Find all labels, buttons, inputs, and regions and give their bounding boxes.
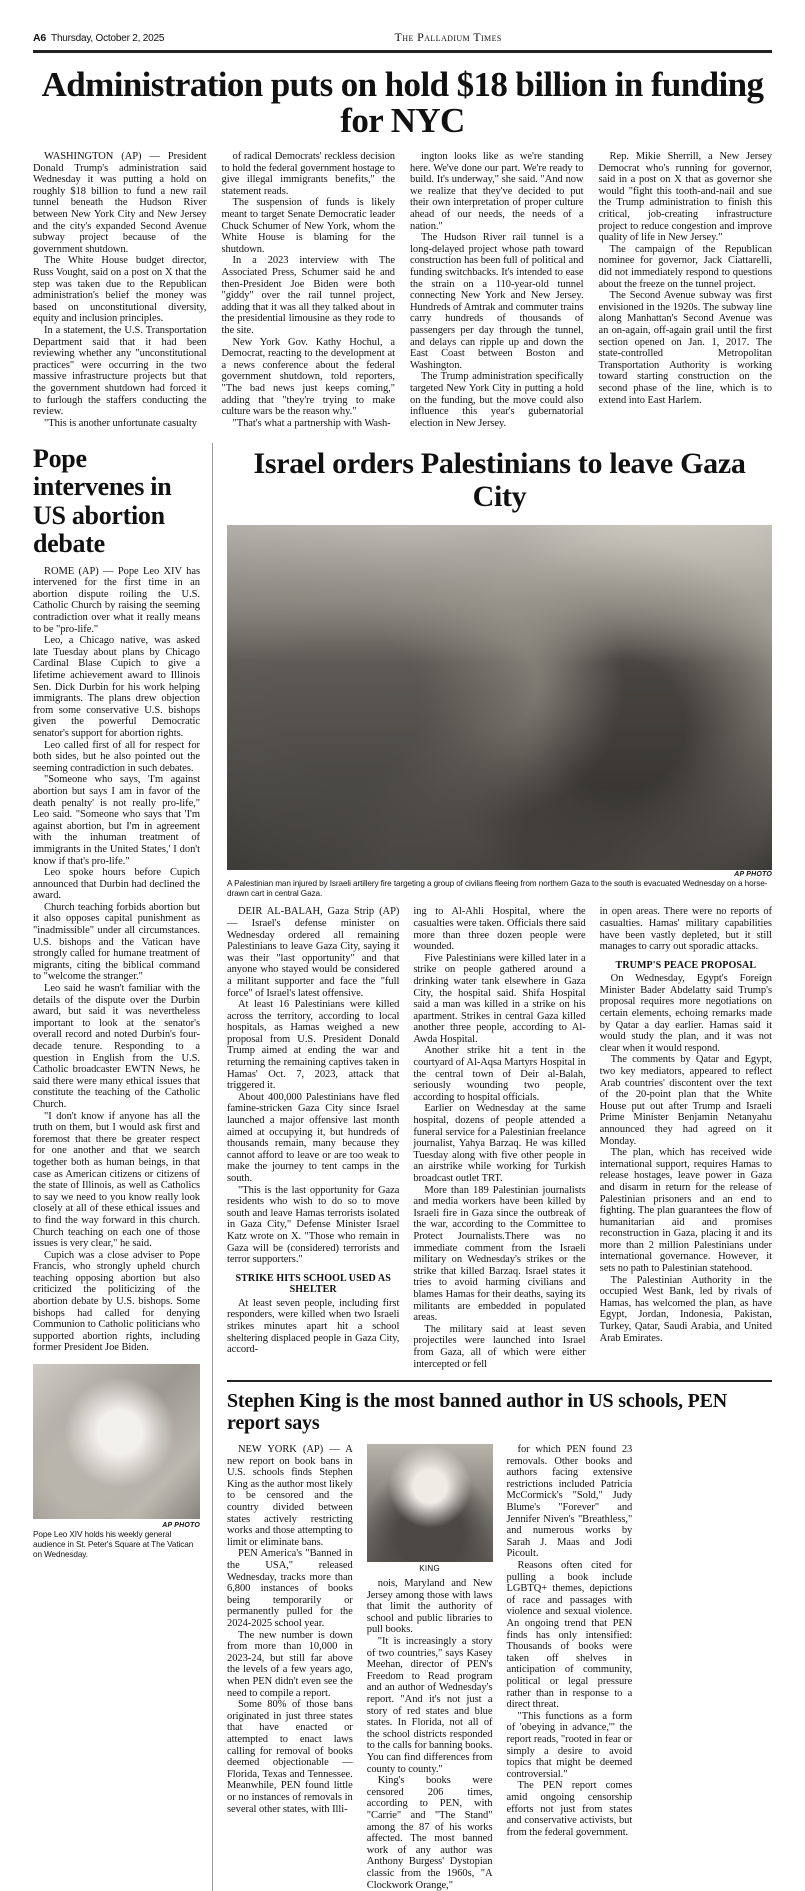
paragraph: The PEN report comes amid ongoing censorship efforts not just from states and conservative activists, but from the federal government.: [506, 1780, 633, 1838]
paragraph: In a statement, the U.S. Transportation Department said that it had been reviewing whether any "unconstitutional practices" were occurring in the two massive infrastructure projects but that the government shutdown had forced it to furlough the staffers conducting the review.: [33, 325, 207, 418]
section-subhead: STRIKE HITS SCHOOL USED AS SHELTER: [235, 1272, 391, 1296]
pope-headline: Pope intervenes in US abortion debate: [33, 444, 172, 558]
paragraph: "This is another unfortunate casualty: [44, 417, 197, 429]
gaza-column-3: [600, 906, 772, 1370]
king-photo-caption: KING: [419, 1564, 440, 1574]
lead-story-columns: [33, 151, 772, 429]
pope-photo: [33, 1364, 200, 1519]
king-column-3: [507, 1444, 633, 1891]
king-column-4: [646, 1444, 772, 1891]
paragraph: ROME (AP) — Pope Leo XIV has intervened for the first time in an abortion dispute roiling the U.S. Catholic Church by raising the seeming contradiction over what it really means to be "pro-life.": [33, 565, 200, 635]
gaza-story: [227, 443, 772, 1891]
paragraph: Church teaching forbids abortion but it also opposes capital punishment as "inadmissible" under all circumstances. U.S. bishops and the Vatican have strongly called for humane treatment of migrants, citing the biblical command to "welcome the stranger.": [33, 901, 200, 983]
paragraph: nois, Maryland and New Jersey among those with laws that limit the authority of school and public libraries to pull books.: [366, 1578, 493, 1636]
gaza-headline: Israel orders Palestinians to leave Gaza City: [253, 447, 746, 514]
folio-number: A6: [33, 32, 47, 44]
pope-story: [33, 443, 213, 1891]
gaza-photo: [227, 525, 772, 870]
lead-headline: Administration puts on hold $18 billion in funding for NYC: [41, 65, 764, 141]
paragraph: Cupich was a close adviser to Pope Francis, who strongly upheld church teaching opposing abortion but also criticized the politicizing of the abortion debate by U.S. bishops. Some bishops had called for denying Communion to Catholic politicians who supported abortion rights, including former President Joe Biden.: [33, 1249, 200, 1354]
masthead-rule: [33, 50, 772, 53]
paragraph: Earlier on Wednesday at the same hospital, dozens of people attended a funeral service for a Palestinian freelance journalist, Yahya Barzaq. He was killed Tuesday along with five other people in an airstrike while working for Turkish broadcast outlet TRT.: [413, 1103, 586, 1184]
paragraph: The Palestinian Authority in the occupied West Bank, led by rivals of Hamas, has welcomed the plan, as have Egypt, Jordan, Indonesia, Pakistan, Turkey, Qatar, Saudi Arabia, and United Arab Emirates.: [599, 1274, 772, 1344]
gaza-columns: [227, 906, 772, 1370]
paragraph: The Trump administration specifically targeted New York City in putting a hold on the funding, but the move could also influence this year's gubernatorial election in New Jersey.: [410, 371, 584, 429]
paragraph: Some 80% of those bans originated in just three states that have enacted or attempted to enact laws calling for removal of books deemed objectionable — Florida, Texas and Tennessee. Meanwhile, PEN found little or no instances of removals in several other states, with Illi-: [227, 1699, 353, 1815]
paragraph: New York Gov. Kathy Hochul, a Democrat, reacting to the development at a news conference about the federal government shutdown, told reporters, "The bad news just keeps coming," adding that "they're trying to make culture wars be the reason why.": [221, 336, 395, 418]
paragraph: "I don't know if anyone has all the truth on them, but I would ask first and foremost that there be greater respect for one another and that we search together both as human beings, in that case as American citizens or citizens of the state of Illinois, as well as Catholics to say we need to you know really look closely at all of these ethical issues and to find the way forward in this church. Church teaching on each one of those issues is very clear," he said.: [33, 1110, 200, 1250]
page-masthead: [33, 30, 772, 48]
paragraph: At least seven people, including first responders, were killed when two Israeli strikes minutes apart hit a school sheltering displaced people in Gaza City, accord-: [227, 1297, 400, 1356]
king-section-rule: [227, 1380, 772, 1382]
lead-column-4: [599, 151, 773, 429]
paragraph: "Someone who says, 'I'm against abortion but says I am in favor of the death penalty' is not really pro-life," Leo said. "Someone who says that 'I'm against abortion, but I'm in agreement with the inhuman treatment of immigrants in the United States,' I don't know if that's pro-life.": [33, 774, 200, 867]
folio-date: Thursday, October 2, 2025: [51, 33, 165, 44]
paragraph: "That's what a partnership with Wash-: [232, 417, 391, 429]
pope-caption-block: [33, 1522, 200, 1560]
paragraph: Leo spoke hours before Cupich announced that Durbin had declined the award.: [33, 867, 200, 902]
paragraph: The new number is down from more than 10,000 in 2023-24, but still far above the levels of a few years ago, when PEN didn't even see the need to compile a report.: [227, 1629, 353, 1699]
paragraph: Another strike hit a tent in the courtyard of Al-Aqsa Martyrs Hospital in the central town of Deir al-Balah, seriously wounding two people, according to hospital officials.: [413, 1045, 586, 1103]
paragraph: In a 2023 interview with The Associated Press, Schumer said he and then-President Joe Biden were both "giddy" over the rail tunnel project, adding that it was all they talked about in the presidential limousine as they rode to the site.: [221, 255, 395, 336]
lead-column-1: [33, 151, 207, 429]
gaza-column-1: [227, 906, 399, 1370]
paragraph: On Wednesday, Egypt's Foreign Minister Bader Abdelatty said Trump's proposal requires more negotiations on certain elements, echoing remarks made by Qatar a day earlier. Hamas said it would study the plan, and it was not clear when it would respond.: [599, 973, 772, 1054]
paragraph: NEW YORK (AP) — A new report on book bans in U.S. schools finds Stephen King as the author most likely to be censored and the country divided between states actively restricting works and those attempting to limit or eliminate bans.: [227, 1444, 353, 1548]
lead-column-3: [410, 151, 584, 429]
paragraph: "This functions as a form of 'obeying in advance,'" the report reads, "rooted in fear or simply a desire to avoid topics that might be deemed controversial.": [506, 1710, 633, 1780]
paragraph: "It is increasingly a story of two countries," says Kasey Meehan, director of PEN's Freedom to Read program and an author of Wednesday's report. "And it's not just a story of red states and blue states. In Florida, not all of the school districts responded to the calls for banning books. You can find differences from county to county.": [366, 1636, 493, 1775]
paragraph: King's books were censored 206 times, according to PEN, with "Carrie" and "The Stand" among the 87 of his works affected. The most banned work of any author was Anthony Burgess' Dystopian classic from the 1960s, "A Clockwork Orange,": [366, 1775, 493, 1891]
paragraph: "This is the last opportunity for Gaza residents who wish to do so to move south and leave Hamas terrorists isolated in Gaza City," Defense Minister Israel Katz wrote on X. "Those who remain in Gaza will be (considered) terrorists and terror supporters.": [227, 1184, 400, 1266]
paragraph: Reasons often cited for pulling a book include LGBTQ+ themes, depictions of race and passages with violence and sexual violence. An ongoing trend that PEN finds has only intensified: Thousands of books were taken off shelves in anticipation of community, political or legal pressure rather than in response to a direct threat.: [506, 1560, 633, 1711]
paragraph: The Second Avenue subway was first envisioned in the 1920s. The subway line along Manhattan's Second Avenue was an on-again, off-again grail until the first section opened on Jan. 1, 2017. The state-controlled Metropolitan Transportation Authority is working toward starting construction on the second phase of the line, which is to extend into East Harlem.: [598, 290, 772, 406]
photo-credit: AP PHOTO: [162, 1522, 200, 1530]
lead-column-2: [222, 151, 396, 429]
paragraph: The campaign of the Republican nominee for governor, Jack Ciattarelli, did not immediately respond to questions about the freeze on the tunnel project.: [598, 243, 772, 290]
paragraph: PEN America's "Banned in the USA," released Wednesday, tracks more than 6,800 instances of books being temporarily or permanently pulled for the 2024-2025 school year.: [227, 1548, 353, 1629]
middle-section: [33, 443, 772, 1891]
photo-caption: Pope Leo XIV holds his weekly general audience in St. Peter's Square at The Vatican on Wednesday.: [33, 1530, 194, 1560]
paragraph: of radical Democrats' reckless decision to hold the federal government hostage to give illegal immigrants benefits," the statement reads.: [221, 151, 395, 197]
section-subhead: TRUMP'S PEACE PROPOSAL: [615, 959, 757, 971]
king-column-1: [227, 1444, 353, 1891]
king-columns: [227, 1444, 772, 1891]
paragraph-continuation: in open areas. There were no reports of casualties. Hamas' military capabilities have been vastly depleted, but it still manages to carry out sporadic attacks.: [599, 906, 772, 953]
photo-credit: AP PHOTO: [734, 871, 772, 879]
paragraph: The White House budget director, Russ Vought, said on a post on X that the step was taken due to the Republican administration's belief the money was based on unconstitutional diversity, equity and inclusion principles.: [33, 255, 207, 325]
paragraph: The military said at least seven projectiles were launched into Israel from Gaza, all of which were either intercepted or fell: [413, 1323, 586, 1370]
paragraph: The Hudson River rail tunnel is a long-delayed project whose path toward construction has been full of political and funding switchbacks. It's intended to ease the strain on a 110-year-old tunnel connecting New York and New Jersey. Hundreds of Amtrak and commuter trains carry hundreds of thousands of passengers per day through the tunnel, and delays can ripple up and down the East Coast between Boston and Washington.: [410, 232, 584, 371]
photo-caption: A Palestinian man injured by Israeli artillery fire targeting a group of civilians fleeing from northern Gaza to the south is evacuated Wednesday on a horse-drawn cart in central Gaza.: [227, 879, 768, 899]
paragraph: Rep. Mikie Sherrill, a New Jersey Democrat who's running for governor, said in a post on X that as governor she would "fight this tooth-and-nail and sue the Trump administration to finish this critical, job-creating infrastructure project to reduce congestion and improve quality of life in New Jersey.": [598, 151, 772, 244]
king-headline: Stephen King is the most banned author in US schools, PEN report says: [227, 1390, 728, 1435]
king-photo: [367, 1444, 493, 1562]
paragraph-continuation: ing to Al-Ahli Hospital, where the casualties were taken. Officials there said more than three dozen people were wounded.: [413, 906, 586, 953]
paragraph: Leo said he wasn't familiar with the details of the dispute over the Durbin award, but said it was nevertheless important to look at the senator's overall record and noted Durbin's four-decade tenure. Responding to a question in English from the U.S. Catholic broadcaster EWTN News, he said there were many ethical issues that constitute the teaching of the Catholic Church.: [33, 983, 200, 1110]
king-column-2: [367, 1444, 493, 1891]
paragraph: Leo, a Chicago native, was asked late Tuesday about plans by Chicago Cardinal Blase Cupich to give a lifetime achievement award to Illinois Sen. Dick Durbin for his work helping immigrants. The plans drew objection from some conservative U.S. bishops given the powerful Democratic senator's support for abortion rights.: [33, 635, 200, 739]
paragraph: The suspension of funds is likely meant to target Senate Democratic leader Chuck Schumer of New York, whom the White House is blaming for the shutdown.: [221, 197, 395, 255]
paragraph: The comments by Qatar and Egypt, two key mediators, appeared to reflect Arab countries' discontent over the text of the 20-point plan that the White House put out after Trump and Israeli Prime Minister Benjamin Netanyahu announced they had agreed on it Monday.: [599, 1054, 772, 1147]
paragraph: DEIR AL-BALAH, Gaza Strip (AP) — Israel's defense minister on Wednesday ordered all remaining Palestinians to leave Gaza City, saying it was their "last opportunity" and that anyone who stayed would be considered a militant supporter and face the "full force" of Israel's latest offensive.: [227, 906, 400, 999]
paragraph: More than 189 Palestinian journalists and media workers have been killed by Israeli fire in Gaza since the outbreak of the war, according to the Committee to Protect Journalists.There was no immediate comment from the Israeli military on Wednesday's strikes or the strike that killed Barzaq. Israel states it tries to avoid harming civilians and blames Hamas for their deaths, saying its militants are embedded in populated areas.: [413, 1184, 586, 1324]
paragraph: About 400,000 Palestinians have fled famine-stricken Gaza City since Israel launched a major offensive last month aimed at occupying it, but hundreds of thousands remain, many because they cannot afford to leave or are too weak to make the journey to tent camps in the south.: [227, 1091, 400, 1184]
paragraph: Leo called first of all for respect for both sides, but he also pointed out the seeming contradiction in such debates.: [33, 739, 200, 774]
gaza-column-2: [413, 906, 585, 1370]
paragraph: ington looks like as we're standing here. We've done our part. We're ready to build. It's underway," she said. "And now we realize that they've decided to put their own interpretation of proper culture ahead of our needs, the needs of a nation.": [410, 151, 584, 232]
paragraph: Five Palestinians were killed later in a strike on people gathered around a drinking water tank elsewhere in Gaza City, the hospital said. Shifa Hospital said a man was killed in a strike on his apartment. Strikes in central Gaza killed another three people, according to Al-Awda Hospital.: [413, 952, 586, 1045]
paragraph: for which PEN found 23 removals. Other books and authors facing extensive restrictions included Patricia McCormick's "Sold," Judy Blume's "Forever" and Jennifer Niven's "Breathless," and numerous works by Sarah J. Maas and Jodi Picoult.: [506, 1444, 633, 1560]
king-photo-wrap: [367, 1444, 493, 1573]
paragraph: At least 16 Palestinians were killed across the territory, according to local hospitals, as Hamas weighed a new proposal from U.S. President Donald Trump aimed at ending the war and returning the remaining captives taken in Hamas' Oct. 7, 2023, attack that triggered it.: [227, 999, 400, 1092]
paper-name: The Palladium Times: [394, 30, 502, 44]
paragraph: The plan, which has received wide international support, requires Hamas to release hostages, leave power in Gaza and disarm in return for the release of Palestinian prisoners and an end to fighting. The plan guarantees the flow of humanitarian aid and promises reconstruction in Gaza, placing it and its more than 2 million Palestinians under international governance. However, it sets no path to Palestinian statehood.: [599, 1147, 772, 1275]
paragraph: WASHINGTON (AP) — President Donald Trump's administration said Wednesday it was putting a hold on roughly $18 billion to fund a new rail tunnel beneath the Hudson River between New York City and New Jersey and the city's expanded Second Avenue subway project because of the government shutdown.: [33, 151, 207, 255]
